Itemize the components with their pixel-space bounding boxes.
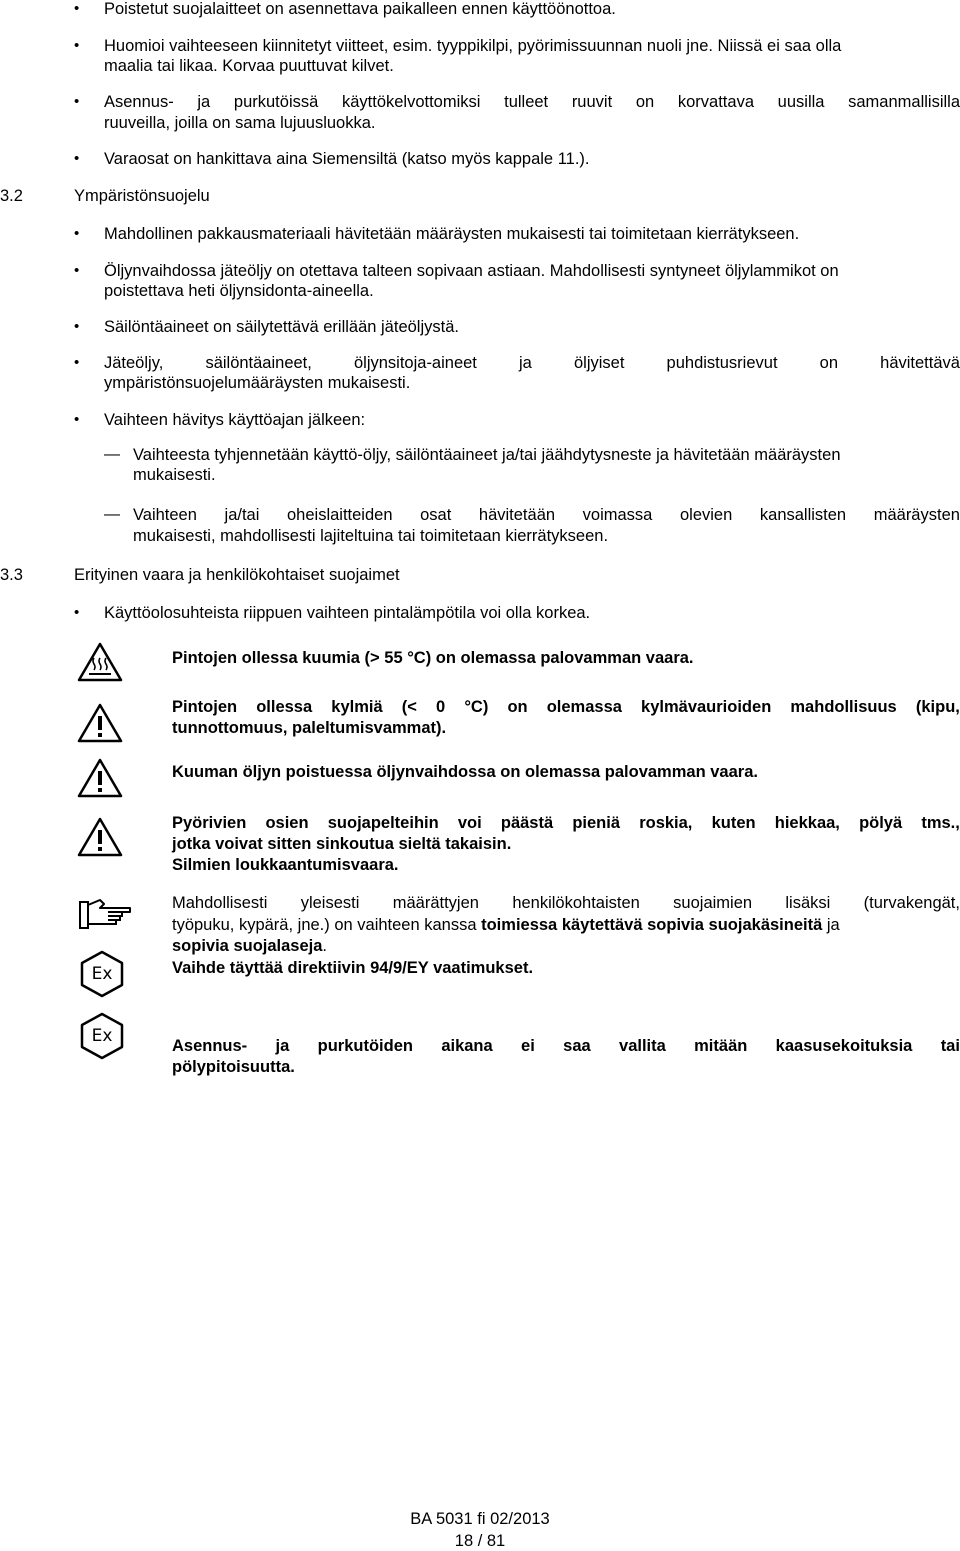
dash-text: mukaisesti, mahdollisesti lajiteltuina tai toimitetaan kierrätykseen.	[133, 527, 609, 545]
note-text-regular: .	[322, 937, 328, 955]
bullet-marker: •	[74, 604, 80, 621]
word: samanmallisilla	[848, 93, 960, 111]
word: Asennus-	[172, 1037, 248, 1055]
warning-text: Pintojen ollessa kuumia (> 55 °C) on olemassa palovamman vaara.	[172, 649, 694, 667]
word: Vaihteen	[133, 506, 197, 524]
bullet-text: ympäristönsuojelumääräysten mukaisesti.	[104, 374, 411, 392]
word: hiekkaa,	[774, 814, 840, 832]
word: ja/tai	[224, 506, 260, 524]
word: öljynsitoja-aineet	[353, 354, 477, 372]
word: hävitetään	[478, 506, 556, 524]
word: olevien	[679, 506, 733, 524]
word: Asennus-	[104, 93, 174, 111]
word: puhdistusrievut	[666, 354, 778, 372]
section-title: Erityinen vaara ja henkilökohtaiset suojaimet	[74, 566, 400, 584]
bullet-marker: •	[74, 354, 80, 371]
word: voimassa	[582, 506, 653, 524]
word: mitään	[694, 1037, 748, 1055]
dash-marker: —	[104, 446, 120, 463]
dash-marker: —	[104, 506, 120, 523]
word: vallita	[619, 1037, 666, 1055]
bullet-text: Poistetut suojalaitteet on asennettava paikalleen ennen käyttöönottoa.	[104, 0, 616, 18]
word: on	[507, 698, 528, 716]
word: Pyörivien	[172, 814, 247, 832]
pointing-hand-icon	[78, 896, 134, 932]
note-text-bold: toimiessa käytettävä sopivia suojakäsineitä	[481, 916, 823, 934]
word: kaasusekoituksia	[775, 1037, 913, 1055]
ex-symbol: Ex	[91, 1026, 113, 1046]
word: suojapelteihin	[327, 814, 439, 832]
section-number: 3.3	[0, 566, 23, 584]
section-title: Ympäristönsuojelu	[74, 187, 210, 205]
atex-text-justified	[172, 1036, 960, 1056]
word: osat	[420, 506, 452, 524]
word: roskia,	[639, 814, 693, 832]
atex-text: pölypitoisuutta.	[172, 1058, 295, 1076]
word: hävitettävä	[880, 354, 960, 372]
word: ja	[275, 1037, 290, 1055]
word: ruuvit	[571, 93, 613, 111]
word: (<	[401, 698, 417, 716]
bullet-marker: •	[74, 150, 80, 167]
bullet-text-justified	[104, 92, 960, 112]
word: aikana	[441, 1037, 493, 1055]
word: saa	[563, 1037, 591, 1055]
bullet-text: Vaihteen hävitys käyttöajan jälkeen:	[104, 411, 366, 429]
document-reference: BA 5031 fi 02/2013	[410, 1510, 550, 1528]
word: on	[819, 354, 839, 372]
word: lisäksi	[785, 894, 831, 912]
bullet-text: ruuveilla, joilla on sama lujuusluokka.	[104, 114, 376, 132]
bullet-marker: •	[74, 93, 80, 110]
atex-text: Vaihde täyttää direktiivin 94/9/EY vaatimukset.	[172, 959, 534, 977]
caution-triangle-icon	[76, 757, 124, 799]
word: kuten	[711, 814, 756, 832]
note-text	[172, 936, 327, 956]
warning-text-justified	[172, 697, 960, 717]
word: (turvakengät,	[863, 894, 960, 912]
word: Mahdollisesti	[172, 894, 268, 912]
bullet-marker: •	[74, 411, 80, 428]
dash-text: Vaihteesta tyhjennetään käyttö-öljy, säilöntäaineet ja/tai jäähdytysneste ja hävitetään määräysten	[133, 446, 841, 464]
word: tms.,	[921, 814, 960, 832]
word: tulleet	[504, 93, 549, 111]
word: (kipu,	[915, 698, 960, 716]
bullet-text: Huomioi vaihteeseen kiinnitetyt viitteet, esim. tyyppikilpi, pyörimissuunnan nuoli jne. Niissä ei saa olla	[104, 37, 842, 55]
bullet-text: Säilöntäaineet on säilytettävä erillään jäteöljystä.	[104, 318, 459, 336]
word: osien	[265, 814, 309, 832]
word: henkilökohtaisten	[512, 894, 640, 912]
bullet-text-justified	[104, 353, 960, 373]
note-text-regular: ja	[822, 916, 840, 934]
word: päästä	[500, 814, 554, 832]
bullet-text: Öljynvaihdossa jäteöljy on otettava talteen sopivaan astiaan. Mahdollisesti syntyneet öljylammikot on	[104, 262, 839, 280]
word: oheislaitteiden	[287, 506, 393, 524]
word: käyttökelvottomiksi	[341, 93, 481, 111]
bullet-marker: •	[74, 318, 80, 335]
dash-text-justified	[133, 505, 960, 525]
word: määräysten	[873, 506, 960, 524]
section-number: 3.2	[0, 187, 23, 205]
hot-surface-warning-icon	[76, 641, 124, 683]
word: öljyiset	[573, 354, 625, 372]
word: uusilla	[777, 93, 825, 111]
word: 0	[436, 698, 446, 716]
word: olemassa	[546, 698, 622, 716]
warning-text: Silmien loukkaantumisvaara.	[172, 856, 399, 874]
note-text-bold: sopivia suojalaseja	[172, 937, 323, 955]
warning-text-justified	[172, 813, 960, 833]
word: määrättyjen	[392, 894, 479, 912]
word: suojaimien	[673, 894, 753, 912]
word: purkutöissä	[233, 93, 319, 111]
caution-triangle-icon	[76, 816, 124, 858]
bullet-marker: •	[74, 262, 80, 279]
warning-text: jotka voivat sitten sinkoutua sieltä takaisin.	[172, 835, 512, 853]
word: kansallisten	[759, 506, 847, 524]
word: Jäteöljy,	[104, 354, 164, 372]
bullet-text: Varaosat on hankittava aina Siemensiltä (katso myös kappale 11.).	[104, 150, 590, 168]
dash-text: mukaisesti.	[133, 466, 216, 484]
word: kylmävaurioiden	[641, 698, 772, 716]
word: pieniä	[572, 814, 621, 832]
word: yleisesti	[300, 894, 360, 912]
word: on	[635, 93, 655, 111]
note-text-justified	[172, 893, 960, 913]
word: ollessa	[256, 698, 313, 716]
bullet-text: poistettava heti öljynsidonta-aineella.	[104, 282, 374, 300]
bullet-text: maalia tai likaa. Korvaa puuttuvat kilvet.	[104, 57, 394, 75]
ex-symbol: Ex	[91, 964, 113, 984]
caution-triangle-icon	[76, 702, 124, 744]
word: ja	[197, 93, 211, 111]
word: pölyä	[859, 814, 903, 832]
bullet-marker: •	[74, 0, 80, 17]
note-text-regular: työpuku, kypärä, jne.) on vaihteen kanssa	[172, 916, 482, 934]
warning-text: tunnottomuus, paleltumisvammat).	[172, 719, 447, 737]
bullet-marker: •	[74, 37, 80, 54]
word: ja	[519, 354, 532, 372]
word: Pintojen	[172, 698, 238, 716]
bullet-text: Mahdollinen pakkausmateriaali hävitetään määräysten mukaisesti tai toimitetaan kierrätykseen.	[104, 225, 800, 243]
page-number: 18 / 81	[454, 1532, 506, 1550]
warning-text: Kuuman öljyn poistuessa öljynvaihdossa on olemassa palovamman vaara.	[172, 763, 758, 781]
bullet-text: Käyttöolosuhteista riippuen vaihteen pintalämpötila voi olla korkea.	[104, 604, 591, 622]
word: ei	[521, 1037, 535, 1055]
word: purkutöiden	[317, 1037, 413, 1055]
word: voi	[457, 814, 482, 832]
bullet-marker: •	[74, 225, 80, 242]
note-text	[172, 915, 840, 935]
word: °C)	[464, 698, 489, 716]
word: tai	[940, 1037, 960, 1055]
word: mahdollisuus	[790, 698, 897, 716]
word: säilöntäaineet,	[205, 354, 312, 372]
word: kylmiä	[331, 698, 383, 716]
word: korvattava	[677, 93, 754, 111]
